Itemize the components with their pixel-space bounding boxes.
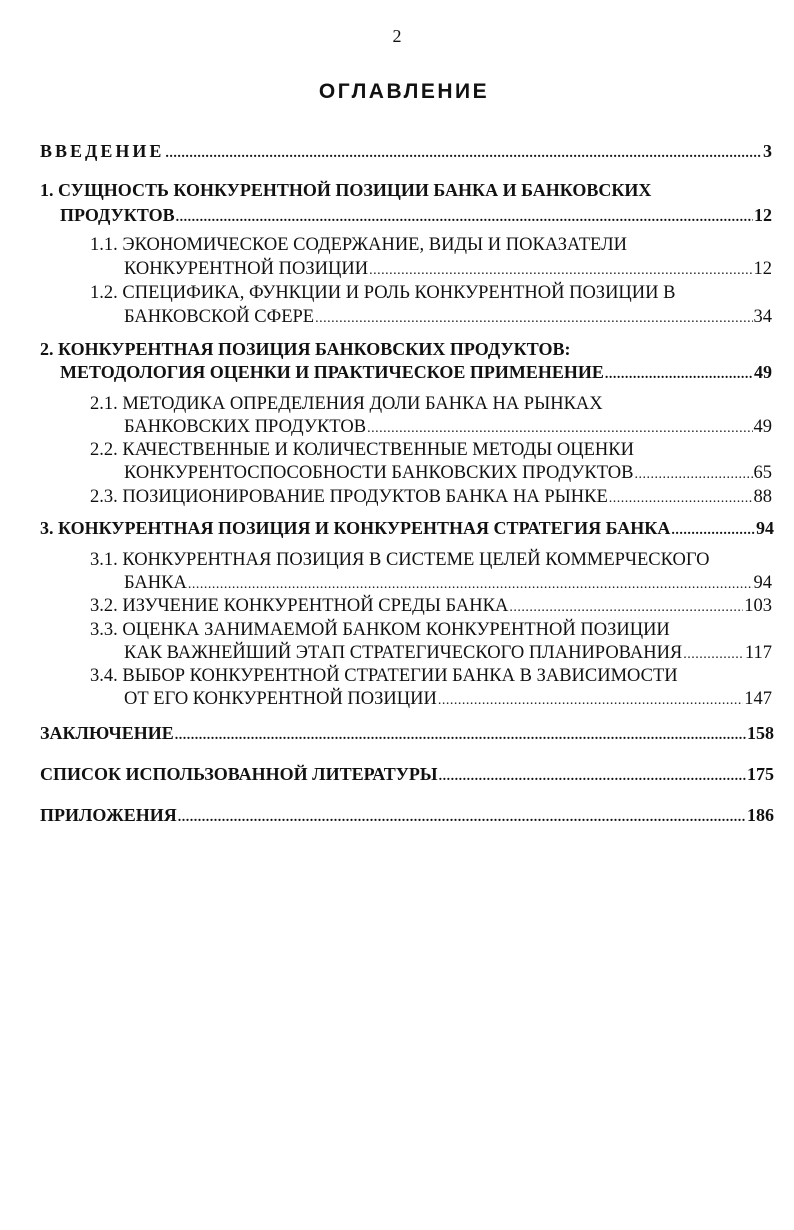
appendices-page: 186	[747, 805, 774, 825]
leader-dots	[165, 146, 762, 162]
leader-dots	[369, 263, 752, 279]
references-page: 175	[747, 764, 774, 784]
chapter-title-line1: КОНКУРЕНТНАЯ ПОЗИЦИЯ И КОНКУРЕНТНАЯ СТРАТЕГИЯ БАНКА	[58, 518, 671, 538]
section-number: 3.2.	[90, 596, 118, 616]
toc-title: ОГЛАВЛЕНИЕ	[318, 80, 490, 103]
section-title-line1: ОЦЕНКА ЗАНИМАЕМОЙ БАНКОМ КОНКУРЕНТНОЙ ПОЗИЦИИ	[122, 620, 670, 640]
leader-dots	[178, 810, 746, 826]
chapter-title-line2: МЕТОДОЛОГИЯ ОЦЕНКИ И ПРАКТИЧЕСКОЕ ПРИМЕНЕНИЕ	[60, 362, 604, 382]
section-page: 12	[753, 259, 772, 279]
chapter-title-line1: СУЩНОСТЬ КОНКУРЕНТНОЙ ПОЗИЦИИ БАНКА И БАНКОВСКИХ	[58, 180, 652, 200]
section-title-line1: СПЕЦИФИКА, ФУНКЦИИ И РОЛЬ КОНКУРЕНТНОЙ ПОЗИЦИИ В	[122, 283, 676, 303]
leader-dots	[605, 367, 753, 383]
leader-dots	[367, 421, 752, 437]
intro-page: 3	[763, 141, 772, 161]
section-number: 2.1.	[90, 394, 118, 414]
section-title-line1: ПОЗИЦИОНИРОВАНИЕ ПРОДУКТОВ БАНКА НА РЫНКЕ	[122, 487, 608, 507]
chapter-page: 12	[754, 205, 772, 225]
leader-dots	[176, 210, 753, 226]
section-title-line1: КАЧЕСТВЕННЫЕ И КОЛИЧЕСТВЕННЫЕ МЕТОДЫ ОЦЕНКИ	[122, 440, 634, 460]
section-page: 34	[753, 307, 772, 327]
section-title-line1: КОНКУРЕНТНАЯ ПОЗИЦИЯ В СИСТЕМЕ ЦЕЛЕЙ КОММЕРЧЕСКОГО	[122, 550, 710, 570]
section-page: 147	[744, 689, 772, 709]
section-title-line2: БАНКА	[124, 573, 187, 593]
section-number: 3.3.	[90, 620, 118, 640]
section-page: 65	[753, 463, 772, 483]
conclusion-page: 158	[747, 723, 774, 743]
chapter-title-line1: КОНКУРЕНТНАЯ ПОЗИЦИЯ БАНКОВСКИХ ПРОДУКТОВ:	[58, 339, 571, 359]
leader-dots	[188, 577, 753, 593]
section-number: 1.2.	[90, 283, 118, 303]
section-title-line2: БАНКОВСКИХ ПРОДУКТОВ	[124, 417, 367, 437]
appendices-title: ПРИЛОЖЕНИЯ	[40, 805, 177, 825]
section-title-line1: ВЫБОР КОНКУРЕНТНОЙ СТРАТЕГИИ БАНКА В ЗАВИСИМОСТИ	[122, 666, 678, 686]
section-page: 117	[744, 643, 772, 663]
chapter-title-line2: ПРОДУКТОВ	[60, 205, 175, 225]
section-page: 49	[753, 417, 772, 437]
section-title-line2: КОНКУРЕНТОСПОСОБНОСТИ БАНКОВСКИХ ПРОДУКТОВ	[124, 463, 634, 483]
leader-dots	[635, 467, 753, 483]
page-number: 2	[392, 26, 402, 46]
leader-dots	[609, 491, 753, 507]
section-number: 2.3.	[90, 487, 118, 507]
chapter-page: 94	[756, 518, 774, 538]
chapter-page: 49	[754, 362, 772, 382]
section-title-line2: БАНКОВСКОЙ СФЕРЕ	[124, 307, 315, 327]
section-page: 94	[753, 573, 772, 593]
leader-dots	[315, 311, 752, 327]
section-number: 2.2.	[90, 440, 118, 460]
section-page: 103	[744, 596, 772, 616]
section-number: 1.1.	[90, 235, 118, 255]
leader-dots	[438, 693, 743, 709]
leader-dots	[683, 647, 744, 663]
leader-dots	[509, 600, 743, 616]
chapter-number: 1.	[40, 180, 54, 200]
chapter-number: 3.	[40, 518, 54, 538]
section-title-line1: МЕТОДИКА ОПРЕДЕЛЕНИЯ ДОЛИ БАНКА НА РЫНКАХ	[122, 394, 603, 414]
section-number: 3.1.	[90, 550, 118, 570]
section-title-line2: КОНКУРЕНТНОЙ ПОЗИЦИИ	[124, 259, 369, 279]
conclusion-title: ЗАКЛЮЧЕНИЕ	[40, 723, 174, 743]
section-title-line1: ЭКОНОМИЧЕСКОЕ СОДЕРЖАНИЕ, ВИДЫ И ПОКАЗАТЕЛИ	[122, 235, 628, 255]
section-title-line2: ОТ ЕГО КОНКУРЕНТНОЙ ПОЗИЦИИ	[124, 689, 437, 709]
leader-dots	[671, 523, 755, 539]
chapter-number: 2.	[40, 339, 54, 359]
section-title-line2: КАК ВАЖНЕЙШИЙ ЭТАП СТРАТЕГИЧЕСКОГО ПЛАНИРОВАНИЯ	[124, 643, 683, 663]
references-title: СПИСОК ИСПОЛЬЗОВАННОЙ ЛИТЕРАТУРЫ	[40, 764, 438, 784]
intro-title: ВВЕДЕНИЕ	[40, 141, 165, 161]
section-title-line1: ИЗУЧЕНИЕ КОНКУРЕНТНОЙ СРЕДЫ БАНКА	[122, 596, 509, 616]
section-number: 3.4.	[90, 666, 118, 686]
leader-dots	[439, 769, 746, 785]
section-page: 88	[753, 487, 772, 507]
leader-dots	[175, 728, 746, 744]
